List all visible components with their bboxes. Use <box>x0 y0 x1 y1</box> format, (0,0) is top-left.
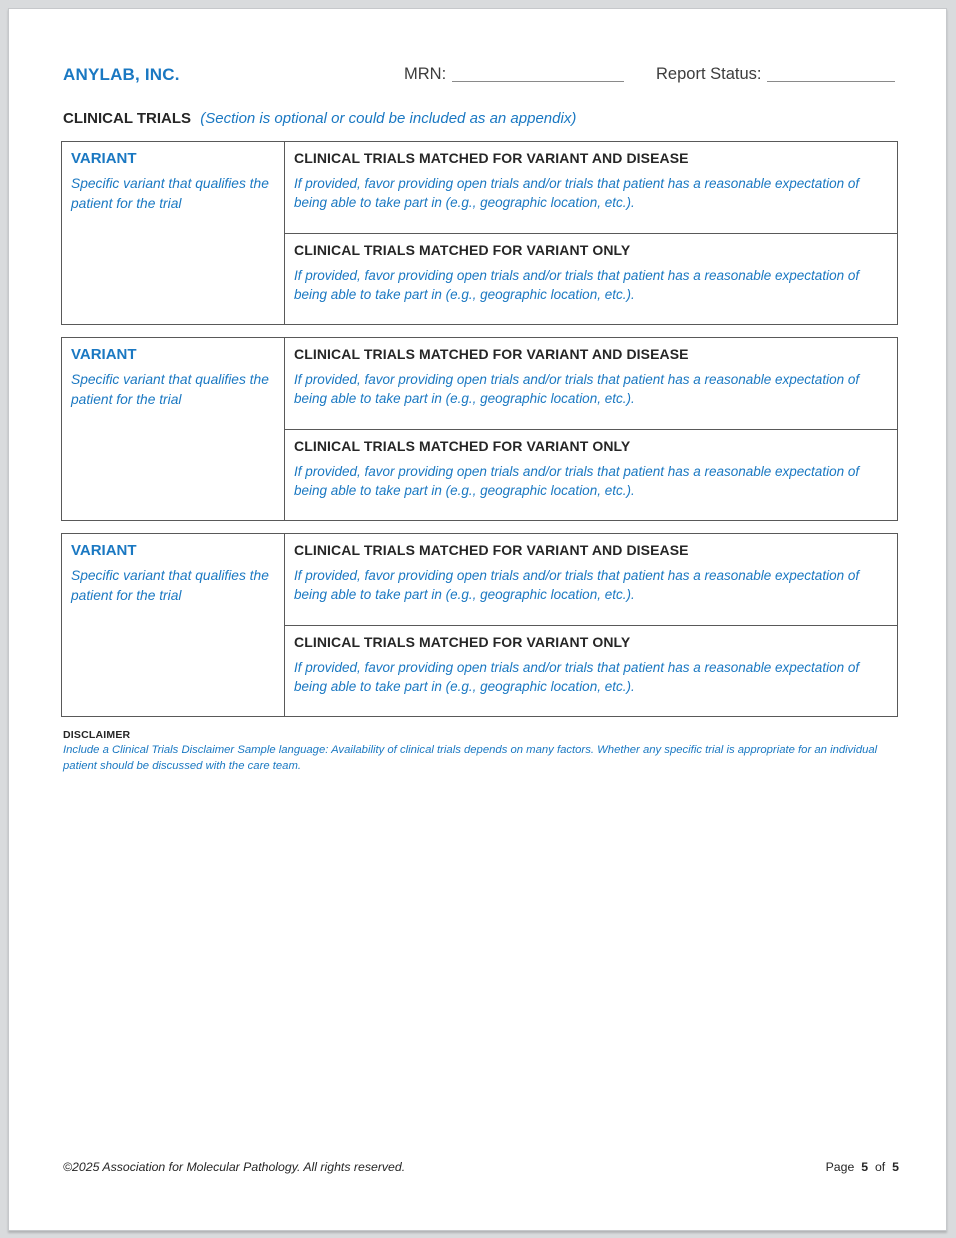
variant-cell <box>62 534 285 716</box>
disclaimer-section <box>63 729 885 774</box>
variant-title: VARIANT <box>71 150 137 167</box>
matched-variant-only-title: CLINICAL TRIALS MATCHED FOR VARIANT ONLY <box>294 437 631 454</box>
trial-block <box>61 337 898 521</box>
trial-block <box>61 141 898 325</box>
matched-variant-only-cell <box>285 429 897 521</box>
mrn-label: MRN: <box>404 65 447 83</box>
document-header <box>63 63 899 93</box>
of-label: of <box>874 1160 886 1174</box>
variant-description: Specific variant that qualifies the patient for the trial <box>71 176 269 211</box>
matched-variant-only-title: CLINICAL TRIALS MATCHED FOR VARIANT ONLY <box>294 633 631 650</box>
page-total-value: 5 <box>892 1160 899 1174</box>
footer-page-number <box>826 1160 899 1174</box>
matched-variant-only-note: If provided, favor providing open trials and/or trials that patient has a reasonable expectation of being able to take part in (e.g., geographic location, etc.). <box>294 463 860 498</box>
variant-cell <box>62 338 285 520</box>
matched-variant-disease-note: If provided, favor providing open trials and/or trials that patient has a reasonable expectation of being able to take part in (e.g., geographic location, etc.). <box>294 176 860 210</box>
matched-variant-disease-note: If provided, favor providing open trials and/or trials that patient has a reasonable expectation of being able to take part in (e.g., geographic location, etc.). <box>294 372 860 406</box>
matched-variant-disease-title: CLINICAL TRIALS MATCHED FOR VARIANT AND DISEASE <box>294 150 689 166</box>
trials-cell <box>285 338 897 520</box>
report-status-field <box>656 65 895 84</box>
section-heading <box>63 110 899 127</box>
mrn-field <box>404 65 624 84</box>
matched-variant-disease-title: CLINICAL TRIALS MATCHED FOR VARIANT AND DISEASE <box>294 346 689 362</box>
matched-variant-disease-title: CLINICAL TRIALS MATCHED FOR VARIANT AND DISEASE <box>294 542 689 558</box>
variant-description: Specific variant that qualifies the patient for the trial <box>71 568 269 603</box>
matched-variant-disease-note: If provided, favor providing open trials and/or trials that patient has a reasonable expectation of being able to take part in (e.g., geographic location, etc.). <box>294 568 860 602</box>
trial-blocks-container <box>61 141 898 729</box>
matched-variant-only-title: CLINICAL TRIALS MATCHED FOR VARIANT ONLY <box>294 241 631 258</box>
matched-variant-only-cell <box>285 233 897 325</box>
report-status-blank-line <box>767 68 895 82</box>
page-number-value: 5 <box>861 1160 869 1174</box>
lab-name: ANYLAB, INC. <box>63 65 180 84</box>
disclaimer-text: Include a Clinical Trials Disclaimer Sample language: Availability of clinical trials depends on many factors. Whether any specific trial is appropriate for an individual patient should be discussed with the care team. <box>63 744 878 772</box>
document-page <box>8 8 947 1231</box>
section-note: (Section is optional or could be included as an appendix) <box>200 110 577 127</box>
trials-cell <box>285 534 897 716</box>
variant-title: VARIANT <box>71 542 137 559</box>
matched-variant-disease-cell <box>285 142 897 233</box>
variant-description: Specific variant that qualifies the patient for the trial <box>71 372 269 407</box>
trials-cell <box>285 142 897 324</box>
report-status-label: Report Status: <box>656 65 762 83</box>
matched-variant-only-note: If provided, favor providing open trials and/or trials that patient has a reasonable expectation of being able to take part in (e.g., geographic location, etc.). <box>294 659 860 694</box>
section-title: CLINICAL TRIALS <box>63 110 192 127</box>
variant-title: VARIANT <box>71 346 137 363</box>
page-label: Page <box>825 1160 855 1174</box>
trial-block <box>61 533 898 717</box>
variant-cell <box>62 142 285 324</box>
matched-variant-disease-cell <box>285 338 897 429</box>
mrn-blank-line <box>452 68 624 82</box>
matched-variant-disease-cell <box>285 534 897 625</box>
page-footer <box>63 1160 899 1174</box>
disclaimer-title: DISCLAIMER <box>63 729 131 741</box>
matched-variant-only-note: If provided, favor providing open trials and/or trials that patient has a reasonable expectation of being able to take part in (e.g., geographic location, etc.). <box>294 267 860 302</box>
matched-variant-only-cell <box>285 625 897 717</box>
footer-copyright: ©2025 Association for Molecular Pathology. All rights reserved. <box>63 1160 406 1174</box>
